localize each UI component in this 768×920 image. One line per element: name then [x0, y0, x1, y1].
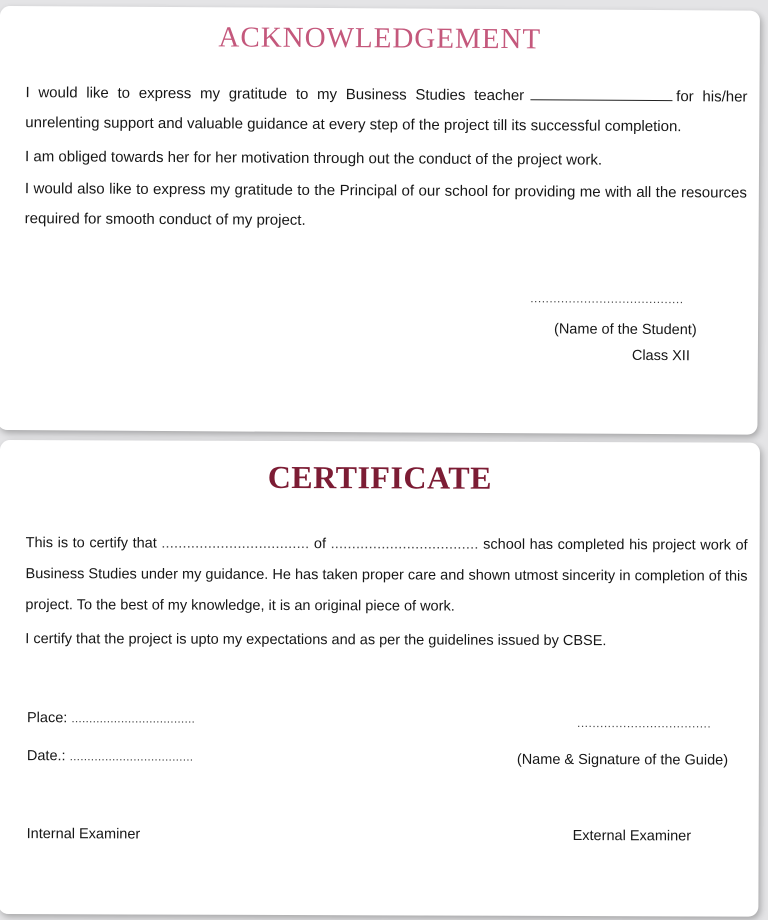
student-name-label: (Name of the Student): [553, 321, 697, 339]
certificate-paragraph-1: [25, 528, 747, 624]
guide-label: (Name & Signature of the Guide): [516, 751, 729, 769]
certificate-card: [0, 440, 760, 917]
cert-line1-start: This is to certify that: [25, 535, 157, 552]
acknowledgement-paragraph-3: I would also like to express my gratitude to the Principal of our school for providing me with all the resources required for smooth conduct of my project.: [24, 180, 747, 229]
acknowledgement-title: ACKNOWLEDGEMENT: [218, 21, 542, 56]
cert-para1-rest: work of Business Studies under my guidance. He has taken proper care and shown utmost sincerity in completion of this project. To the best of my knowledge, it is an original piece of work.: [25, 537, 748, 615]
student-signature-dots: ........................................: [530, 291, 684, 307]
place-dots: ...................................: [71, 711, 196, 726]
place-label: Place:: [27, 710, 68, 727]
ack-para1-end: unrelenting support and valuable guidance at every step of the project till its successful completion.: [25, 114, 682, 136]
external-examiner-label: External Examiner: [572, 828, 692, 845]
ack-para1-start: I would like to express my gratitude to my Business Studies teacher: [25, 84, 525, 105]
teacher-name-blank: [530, 99, 672, 101]
date-field: [27, 748, 193, 765]
acknowledgement-paragraph-2: I am obliged towards her for her motivation through out the conduct of the project work.: [25, 148, 603, 169]
acknowledgement-paragraph-1: [25, 78, 747, 142]
cert-line1-end: school has completed his project: [483, 536, 696, 554]
class-label: Class XII: [631, 347, 690, 365]
guide-signature-dots: ...................................: [576, 716, 712, 731]
cert-of-word: of: [313, 536, 327, 553]
internal-examiner-label: Internal Examiner: [26, 826, 141, 843]
certificate-title: CERTIFICATE: [267, 458, 493, 496]
acknowledgement-card: [0, 6, 760, 435]
student-name-blank: ...................................: [161, 535, 310, 553]
certificate-paragraph-2: I certify that the project is upto my expectations and as per the guidelines issued by CBSE.: [25, 631, 607, 650]
ack-pronoun: for his/her: [676, 88, 748, 106]
school-name-blank: ...................................: [330, 536, 479, 553]
date-label: Date.:: [26, 748, 66, 765]
date-dots: ...................................: [69, 749, 194, 764]
place-field: [27, 710, 195, 727]
